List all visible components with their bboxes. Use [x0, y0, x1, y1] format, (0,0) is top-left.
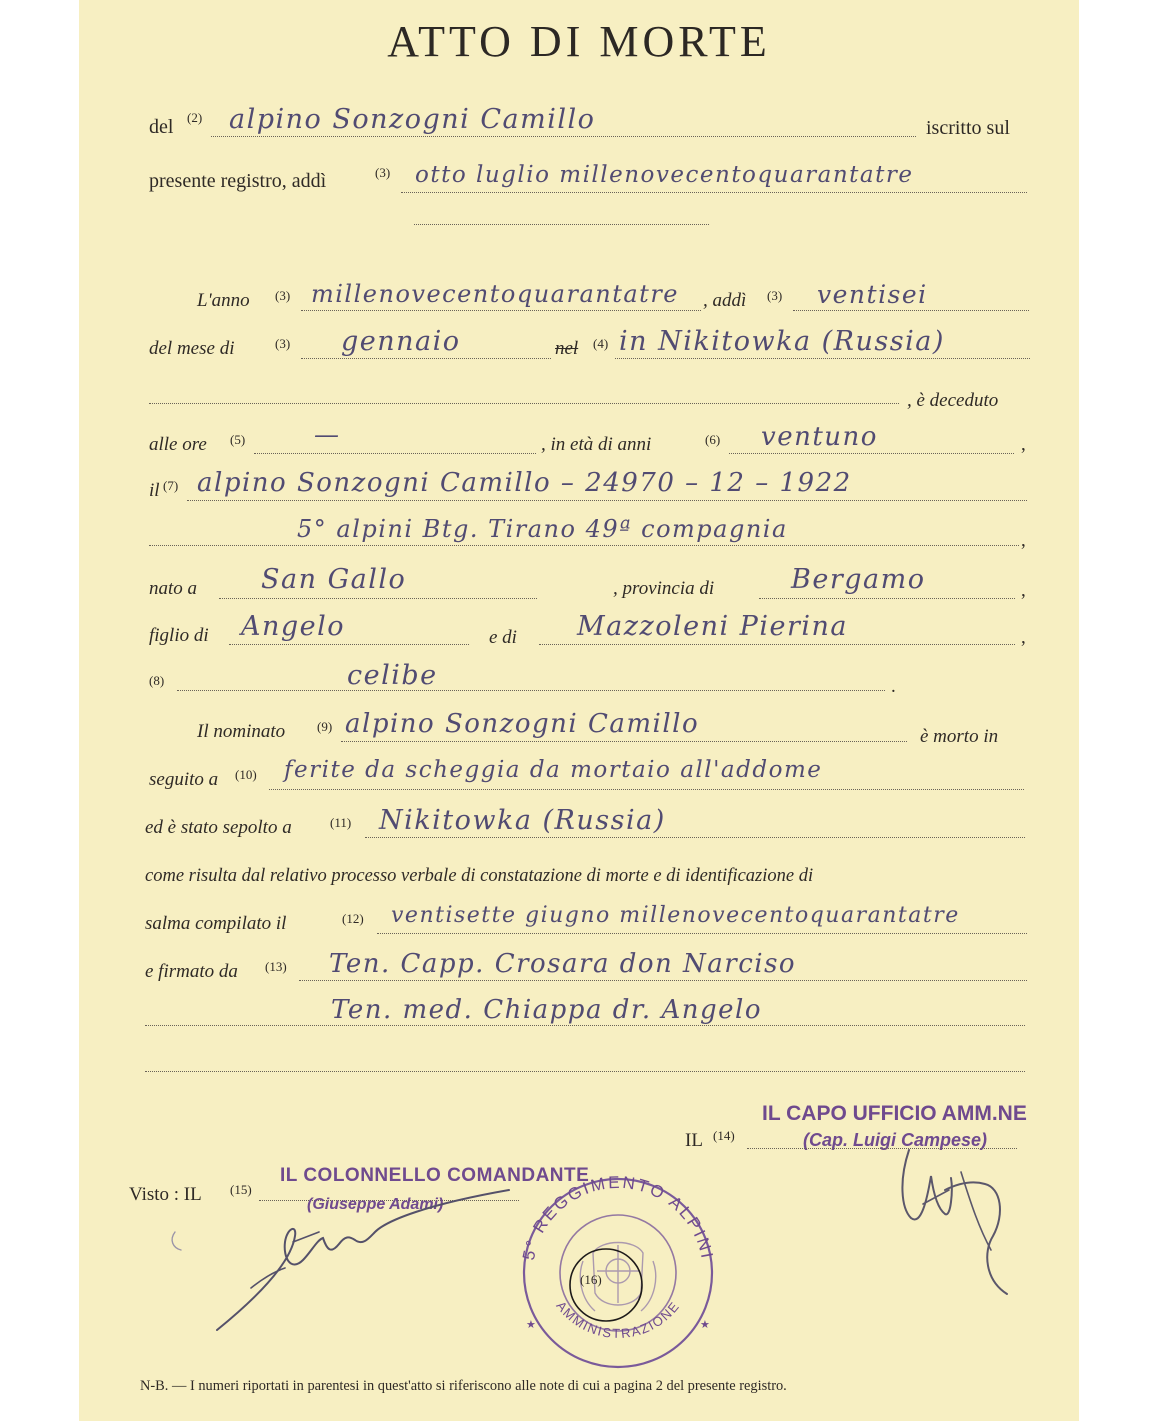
- note-6: (6): [705, 432, 721, 447]
- dotted-line: [414, 224, 709, 225]
- dotted-line: [219, 598, 537, 599]
- capo-ufficio-stamp-title: IL CAPO UFFICIO AMM.NE: [762, 1102, 1027, 1125]
- dotted-line: [615, 358, 1030, 359]
- compiled-value: ventisette giugno millenovecentoquarantatre: [391, 903, 960, 928]
- salma-label: salma compilato il: [145, 913, 287, 934]
- dotted-line: [341, 741, 907, 742]
- nominato-label: Il nominato: [197, 721, 286, 742]
- ore-value: —: [314, 420, 341, 449]
- document-title: ATTO DI MORTE: [387, 17, 771, 66]
- del-label: del: [149, 116, 174, 138]
- anno-value: millenovecentoquarantatre: [311, 280, 679, 308]
- nato-label: nato a: [149, 578, 198, 599]
- note-11: (11): [330, 815, 352, 830]
- visto-label: Visto : IL: [129, 1184, 202, 1205]
- iscritto-label: iscritto sul: [926, 117, 1010, 139]
- note-3: (3): [767, 288, 783, 303]
- cause-value: ferite da scheggia da mortaio all'addome: [284, 757, 823, 783]
- processo-line: come risulta dal relativo processo verbale di constatazione di morte e di identificazione di: [145, 866, 814, 886]
- footer-note: N-B. — I numeri riportati in parentesi in quest'atto si riferiscono alle note di cui a pagina 2 del presente registro.: [140, 1378, 787, 1394]
- dotted-line: [145, 1025, 1025, 1026]
- dotted-line: [301, 310, 701, 311]
- note-8: (8): [149, 673, 165, 688]
- dotted-line: [211, 136, 916, 137]
- dotted-line: [149, 403, 899, 404]
- nel-label: nel: [555, 338, 579, 359]
- dotted-line: [377, 933, 1027, 934]
- mother-value: Mazzoleni Pierina: [577, 611, 848, 642]
- dotted-line: [149, 545, 1019, 546]
- nominato-value: alpino Sonzogni Camillo: [345, 709, 700, 739]
- burial-value: Nikitowka (Russia): [379, 805, 666, 836]
- il-label: il: [149, 480, 160, 501]
- note-4: (4): [593, 336, 609, 351]
- dotted-line: [145, 1071, 1025, 1072]
- anno-label: L'anno: [197, 290, 250, 311]
- identity-line-1: alpino Sonzogni Camillo – 24970 – 12 – 1922: [197, 468, 852, 498]
- addi-label: , addì: [703, 290, 747, 311]
- capo-ufficio-stamp-name: (Cap. Luigi Campese): [803, 1130, 988, 1150]
- sepolto-label: ed è stato sepolto a: [145, 817, 292, 838]
- svg-text:★: ★: [526, 1318, 536, 1331]
- province-value: Bergamo: [791, 564, 926, 595]
- dotted-line: [365, 837, 1025, 838]
- note-13: (13): [265, 959, 287, 974]
- note-16: (16): [580, 1272, 602, 1287]
- edi-label: e di: [489, 627, 517, 648]
- seguito-label: seguito a: [149, 769, 219, 790]
- capo-ufficio-signature: [887, 1080, 1037, 1310]
- note-10: (10): [235, 767, 257, 782]
- note-9: (9): [317, 719, 333, 734]
- note-3: (3): [275, 336, 291, 351]
- dotted-line: [299, 980, 1027, 981]
- note-5: (5): [230, 432, 246, 447]
- ore-label: alle ore: [149, 434, 207, 455]
- firmato-label: e firmato da: [145, 961, 238, 982]
- note-7: (7): [163, 478, 179, 493]
- subject-rank-name: alpino Sonzogni Camillo: [229, 104, 596, 135]
- il-label: IL: [685, 1130, 703, 1151]
- deceduto-label: , è deceduto: [907, 390, 999, 411]
- note-12: (12): [342, 911, 364, 926]
- dotted-line: [539, 644, 1015, 645]
- birthplace-value: San Gallo: [261, 564, 407, 595]
- dotted-line: [177, 690, 885, 691]
- signer-2-value: Ten. med. Chiappa dr. Angelo: [331, 995, 762, 1025]
- dotted-line: [759, 598, 1015, 599]
- dotted-line: [401, 192, 1027, 193]
- colonnello-stamp-name: (Giuseppe Adami): [307, 1196, 444, 1213]
- day-value: ventisei: [817, 280, 928, 309]
- identity-line-2: 5° alpini Btg. Tirano 49ª compagnia: [297, 515, 788, 543]
- dotted-line: [301, 358, 551, 359]
- dotted-line: [793, 310, 1029, 311]
- note-14: (14): [713, 1128, 735, 1143]
- colonnello-stamp-title: IL COLONNELLO COMANDANTE: [280, 1165, 590, 1186]
- note-3: (3): [275, 288, 291, 303]
- regiment-seal: [511, 1153, 725, 1367]
- month-value: gennaio: [341, 326, 461, 357]
- dotted-line: [187, 500, 1027, 501]
- dotted-line: [229, 644, 469, 645]
- place-value: in Nikitowka (Russia): [619, 326, 945, 357]
- svg-text:★: ★: [700, 1318, 710, 1331]
- dotted-line: [729, 453, 1014, 454]
- dotted-line: [269, 789, 1024, 790]
- note-3: (3): [375, 165, 391, 180]
- eta-label: , in età di anni: [541, 434, 652, 455]
- signer-1-value: Ten. Capp. Crosara don Narciso: [329, 949, 797, 979]
- registro-label: presente registro, addì: [149, 170, 327, 192]
- note-15: (15): [230, 1182, 252, 1197]
- death-certificate-page: ATTO DI MORTE del (2) alpino Sonzogni Camillo iscritto sul presente registro, addì (3) otto luglio millenovecentoquarantatre L'anno (3) millenovecentoquarantatre , addì (3) ventisei del mese di (3) gennaio nel (4) in Nikitowka (Russia) , è deceduto alle ore (5) — , in età di anni (6) ventuno , il (7) alpino Sonzogni Camillo – 24970 – 12 – 1922 5° alpini Btg. Tirano 49ª compagnia , nato a San Gallo , provincia di Bergamo , figlio di Angelo e di Mazzoleni Pierina , (8) celibe . Il nominato (9) alpino Sonzogni Camillo è morto in seguito a (10) ferite da scheggia da mortaio all'addome ed è stato sepolto a (11) Nikitowka (Russia) come risulta dal relativo processo verbale di constatazione di morte e di identificazione di salma compilato il (12) ventisette giugno millenovecentoquarantatre e firmato da (13) Ten. Capp. Crosara don Narciso Ten. med. Chiappa dr. Angelo IL CAPO UFFICIO AMM.NE (Cap. Luigi Campese) IL (14) Visto : IL (15) IL COLONNELLO COMANDANTE (Giuseppe Adami) 5° REGGIMENTO ALPINI AMMINISTRAZIONE ★ ★ (16) N-B. — I numeri riportati in parentesi in quest'atto si riferiscono alle note di cui a pagina 2 del presente registro.: [79, 0, 1079, 1421]
- mese-label: del mese di: [149, 338, 235, 359]
- note-2: (2): [187, 110, 203, 125]
- eta-value: ventuno: [761, 422, 878, 452]
- morto-label: è morto in: [920, 726, 999, 747]
- date-written: otto luglio millenovecentoquarantatre: [415, 162, 914, 188]
- status-value: celibe: [347, 660, 438, 691]
- seal-top-text: 5° REGGIMENTO ALPINI: [518, 1172, 717, 1262]
- figlio-label: figlio di: [149, 625, 209, 646]
- father-value: Angelo: [241, 611, 346, 642]
- dotted-line: [254, 453, 536, 454]
- provincia-label: , provincia di: [613, 578, 715, 599]
- seal-bottom-text: AMMINISTRAZIONE: [553, 1298, 683, 1341]
